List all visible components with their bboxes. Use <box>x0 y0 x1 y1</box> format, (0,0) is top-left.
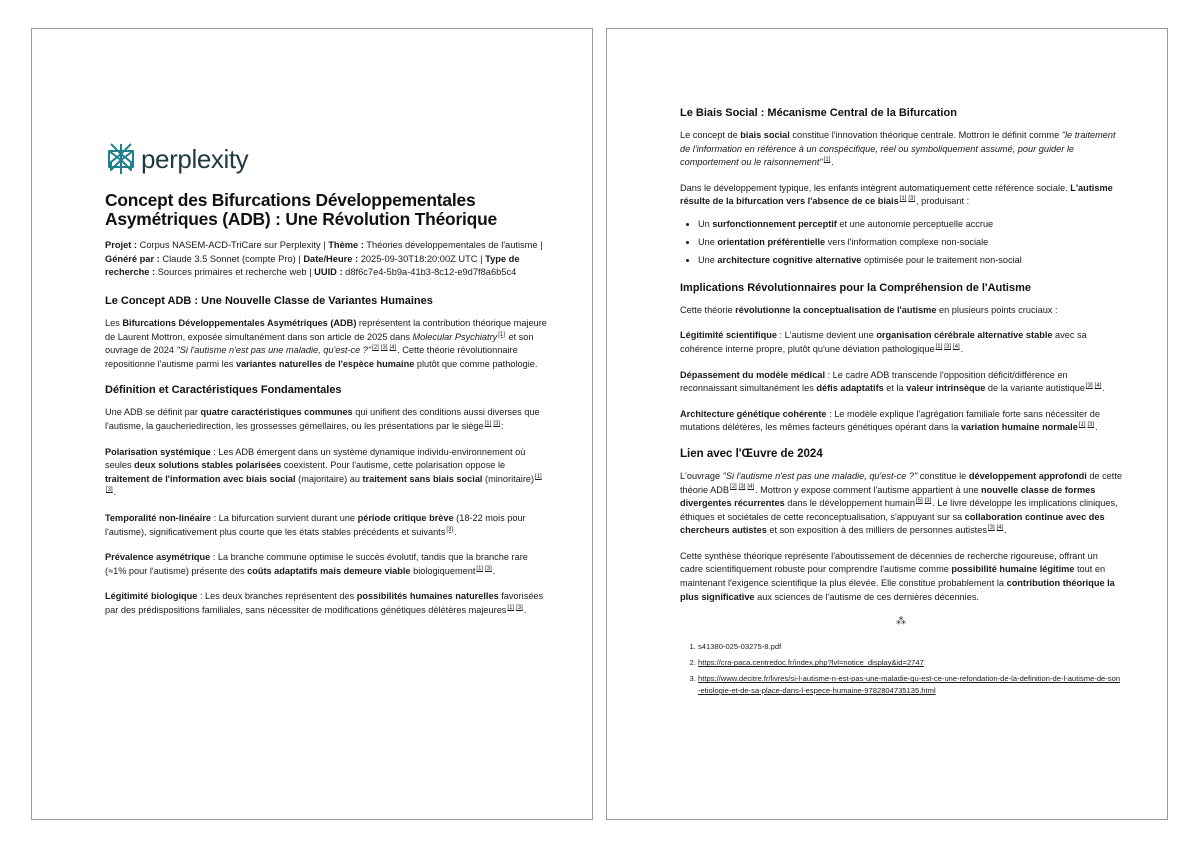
bullet-list <box>680 218 1122 268</box>
paragraph-synthese: Cette synthèse théorique représente l'aboutissement de décennies de recherche rigoureuse, offrant un cadre scientifiquement robuste pour comprendre l'autisme comme possibilité humaine légitime tout en maintenant l'exigence scientifique la plus élevée. Elle constitue probablement la contribution théorique la plus significative aux sciences de l'autisme de ces dernières décennies. <box>680 550 1115 602</box>
citation-link[interactable]: [3] <box>987 525 995 532</box>
document-meta: Projet : Corpus NASEM-ACD-TriCare sur Perplexity | Thème : Théories développementales de l'autisme | Généré par : Claude 3.5 Sonnet (compte Pro) | Date/Heure : 2025-09-30T18:20:00Z UTC | Type de recherche : Sources primaires et recherche web | UUID : d8f6c7e4-5b9a-41b3-8c12-e9d7f8a6b5c4 <box>105 240 543 278</box>
section-divider-asterism: ⁂ <box>896 616 906 628</box>
citation-link[interactable]: [2] <box>730 484 737 491</box>
logo-wordmark: perplexity <box>141 143 249 174</box>
paragraph-depassement: Dépassement du modèle médical : Le cadre ADB transcende l'opposition déficit/différence en reconnaissant simultanément les défis adaptatifs et la valeur intrinsèque de la variante autistique[3] [4]. <box>680 369 1105 394</box>
page-left-content <box>105 141 547 630</box>
citation-link[interactable]: [3] <box>738 484 746 491</box>
citation-link[interactable]: [1] <box>507 604 515 611</box>
citation-link[interactable]: [3] <box>1087 422 1095 429</box>
citation-link[interactable]: [1] <box>1078 422 1086 429</box>
paragraph-legitimite: Légitimité biologique : Les deux branches représentent des possibilités humaines naturelles favorisées par des prédispositions familiales, sans nécessiter de modifications génétiques délétères majeures[1] [3]. <box>105 591 544 616</box>
section-heading-oeuvre-2024: Lien avec l'Œuvre de 2024 <box>680 447 823 460</box>
citation-link[interactable]: [1] <box>498 331 505 338</box>
paragraph-adb-concept: Les Bifurcations Développementales Asymétriques (ADB) représentent la contribution théorique majeure de Laurent Mottron, exposée simultanément dans son article de 2025 dans Molecular Psychiatry[1] et son ouvrage de 2024 "Si l'autisme n'est pas une maladie, qu'est-ce ?"[2] [3] [4]. Cette théorie révolutionnaire repositionne l'autisme parmi les variantes naturelles de l'espèce humaine plutôt que comme pathologie. <box>105 318 547 369</box>
reference-item <box>698 641 1122 653</box>
page-left <box>31 28 593 820</box>
paragraph-biais-definition: Le concept de biais social constitue l'innovation théorique centrale. Mottron le définit comme "le traitement de l'information en référence à un conspécifique, réel ou symboliquement assumé, pour guider le comportement ou le raisonnement"[1]. <box>680 130 1116 168</box>
citation-link[interactable]: [1] <box>823 157 831 164</box>
citation-link[interactable]: [4] <box>1094 383 1102 390</box>
section-heading-adb-concept: Le Concept ADB : Une Nouvelle Classe de Variantes Humaines <box>105 295 433 308</box>
paragraph-temporalite: Temporalité non-linéaire : La bifurcation survient durant une période critique brève (18-22 mois pour l'autisme), significativement plus courte que les états stables précédents et suivants[3]. <box>105 513 526 537</box>
reference-link[interactable]: https://www.decitre.fr/livres/si-l-autisme-n-est-pas-une-maladie-qu-est-ce-une-refondation-de-la-definition-de-l-autisme-de-son-etiologie-et-de-sa-place-dans-l-espece-humaine-9782804735135.html <box>698 674 1121 696</box>
paragraph-prevalence: Prévalence asymétrique : La branche commune optimise le succès évolutif, tandis que la branche rare (≈1% pour l'autisme) présente des coûts adaptatifs mais demeure viable biologiquement[1] [3]. <box>105 552 528 576</box>
citation-link[interactable]: [3] <box>1085 383 1093 390</box>
citation-link[interactable]: [1] <box>484 421 492 428</box>
reference-link[interactable]: https://cra-paca.centredoc.fr/index.php?lvl=notice_display&id=2747 <box>698 658 924 668</box>
citation-link[interactable]: [3] <box>493 421 500 428</box>
citation-link[interactable]: [4] <box>389 345 397 352</box>
citation-link[interactable]: [4] <box>747 484 755 491</box>
perplexity-logo <box>105 141 547 177</box>
section-heading-definition: Définition et Caractéristiques Fondamentales <box>105 384 342 397</box>
citation-link[interactable]: [4] <box>996 525 1004 532</box>
citation-link[interactable]: [3] <box>446 526 454 533</box>
citation-link[interactable]: [2] <box>372 345 379 352</box>
page-right-content <box>680 106 1122 701</box>
paragraph-architecture-genetique: Architecture génétique cohérente : Le modèle explique l'agrégation familiale forte sans nécessiter de mutations délétères, les mêmes facteurs génétiques opérant dans la variation humaine normale[1] [3]. <box>680 408 1100 433</box>
citation-link[interactable]: [3] <box>924 498 932 505</box>
citation-link[interactable]: [3] <box>380 345 388 352</box>
section-heading-biais-social: Le Biais Social : Mécanisme Central de la Bifurcation <box>680 107 957 119</box>
citation-link[interactable]: [3] <box>485 565 492 572</box>
list-item: • Une orientation préférentielle vers l'information complexe non-sociale <box>698 236 1122 250</box>
list-item: • Une architecture cognitive alternative optimisée pour le traitement non-social <box>698 254 1122 268</box>
citation-link[interactable]: [3] <box>106 487 113 494</box>
citation-link[interactable]: [5] <box>915 498 923 505</box>
citation-link[interactable]: [3] <box>944 343 951 350</box>
citation-link[interactable]: [1] <box>935 343 943 350</box>
paragraph-biais-typique: Dans le développement typique, les enfants intègrent automatiquement cette référence sociale. L'autisme résulte de la bifurcation vers l'absence de ce biais[1] [3], produisant : <box>680 182 1113 207</box>
page-right <box>606 28 1168 820</box>
citation-link[interactable]: [1] <box>476 565 484 572</box>
reference-item <box>698 657 1122 669</box>
citation-link[interactable]: [1] <box>899 196 907 203</box>
paragraph-definition-intro: Une ADB se définit par quatre caractéristiques communes qui unifient des conditions aussi diverses que l'autisme, la gaucheriedirection, les grossesses gémellaires, ou les présentations par le siège[1] [3]: <box>105 407 540 432</box>
paragraph-oeuvre: L'ouvrage "Si l'autisme n'est pas une maladie, qu'est-ce ?" constitue le développement approfondi de cette théorie ADB[2] [3] [4]. Mottron y expose comment l'autisme appartient à une nouvelle classe de formes divergentes récurrentes dans le développement humain[5] [3]. Le livre développe les implications cliniques, éthiques et sociétales de cette reconceptualisation, s'appuyant sur sa collaboration continue avec des chercheurs autistes et son exposition à des milliers de personnes autistes[3] [4]. <box>680 470 1123 536</box>
reference-item <box>698 673 1122 696</box>
citation-link[interactable]: [3] <box>516 604 523 611</box>
paragraph-implications-intro: Cette théorie révolutionne la conceptualisation de l'autisme en plusieurs points cruciaux : <box>680 304 1058 315</box>
citation-link[interactable]: [4] <box>952 343 960 350</box>
paragraph-polarisation: Polarisation systémique : Les ADB émergent dans un système dynamique individu-environnement où seules deux solutions stables polarisées coexistent. Pour l'autisme, cette polarisation oppose le traitement de l'information avec biais social (majoritaire) au traitement sans biais social (minoritaire)[1][3]. <box>105 446 542 498</box>
citation-link[interactable]: [3] <box>908 196 916 203</box>
citation-link[interactable]: [1] <box>535 473 542 480</box>
perplexity-logo-icon <box>105 142 137 176</box>
section-heading-implications: Implications Révolutionnaires pour la Compréhension de l'Autisme <box>680 281 1032 294</box>
paragraph-legitimite-scientifique: Légitimité scientifique : L'autisme devient une organisation cérébrale alternative stable avec sa cohérence interne propre, plutôt qu'une déviation pathologique[1] [3] [4]. <box>680 330 1087 354</box>
reference-file: s41380-025-03275-8.pdf <box>698 642 782 652</box>
document-title: Concept des Bifurcations Développementales Asymétriques (ADB) : Une Révolution Théorique <box>105 190 497 229</box>
references-list <box>680 641 1122 696</box>
list-item: • Un surfonctionnement perceptif et une autonomie perceptuelle accrue <box>698 218 1122 232</box>
